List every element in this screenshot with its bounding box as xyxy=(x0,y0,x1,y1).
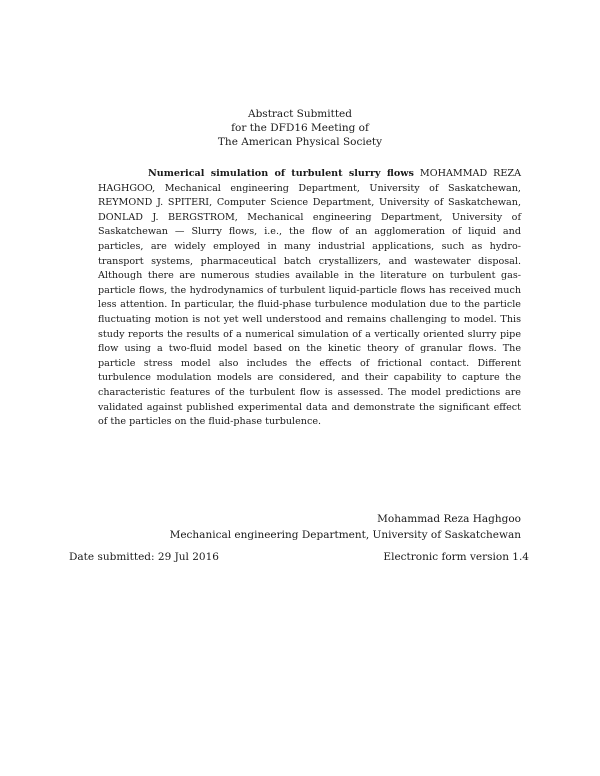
abstract-title: Numerical simulation of turbulent slurry flows xyxy=(148,168,414,179)
header-line-abstract-submitted: Abstract Submitted xyxy=(248,108,352,120)
document-header xyxy=(0,107,600,149)
header-line-society: The American Physical Society xyxy=(217,136,383,148)
abstract-paragraph xyxy=(98,167,521,430)
header-line-meeting: for the DFD16 Meeting of xyxy=(231,122,369,134)
abstract-separator: — xyxy=(174,226,185,238)
form-version: Electronic form version 1.4 xyxy=(383,551,529,563)
signature-name: Mohammad Reza Haghgoo xyxy=(377,513,521,525)
signature-block xyxy=(0,511,521,543)
signature-affiliation: Mechanical engineering Department, University of Saskatchewan xyxy=(169,529,521,541)
date-submitted: Date submitted: 29 Jul 2016 xyxy=(69,551,219,563)
abstract-body: Slurry flows, i.e., the flow of an agglomeration of liquid and particles, are widely employed in many industrial applications, such as hydro-transport systems, pharmaceutical batch crystallizers, and wastewater disposal. Although there are numerous studies available in the literature on turbulent gas-particle flows, the hydrodynamics of turbulent liquid-particle flows has received much less attention. In particular, the fluid-phase turbulence modulation due to the particle fluctuating motion is not yet well understood and remains challenging to model. This study reports the results of a numerical simulation of a vertically oriented slurry pipe flow using a two-fluid model based on the kinetic theory of granular flows. The particle stress model also includes the effects of frictional contact. Different turbulence modulation models are considered, and their capability to capture the characteristic features of the turbulent flow is assessed. The model predictions are validated against published experimental data and demonstrate the significant effect of the particles on the fluid-phase turbulence. xyxy=(98,226,521,428)
abstract-authors: MOHAMMAD REZA HAGHGOO, Mechanical engineering Department, University of Saskatchewan, REYMOND J. SPITERI, Computer Science Department, University of Saskatchewan, DONLAD J. BERGSTROM, Mechanical engineering Department, University of Saskatchewan xyxy=(98,168,521,238)
